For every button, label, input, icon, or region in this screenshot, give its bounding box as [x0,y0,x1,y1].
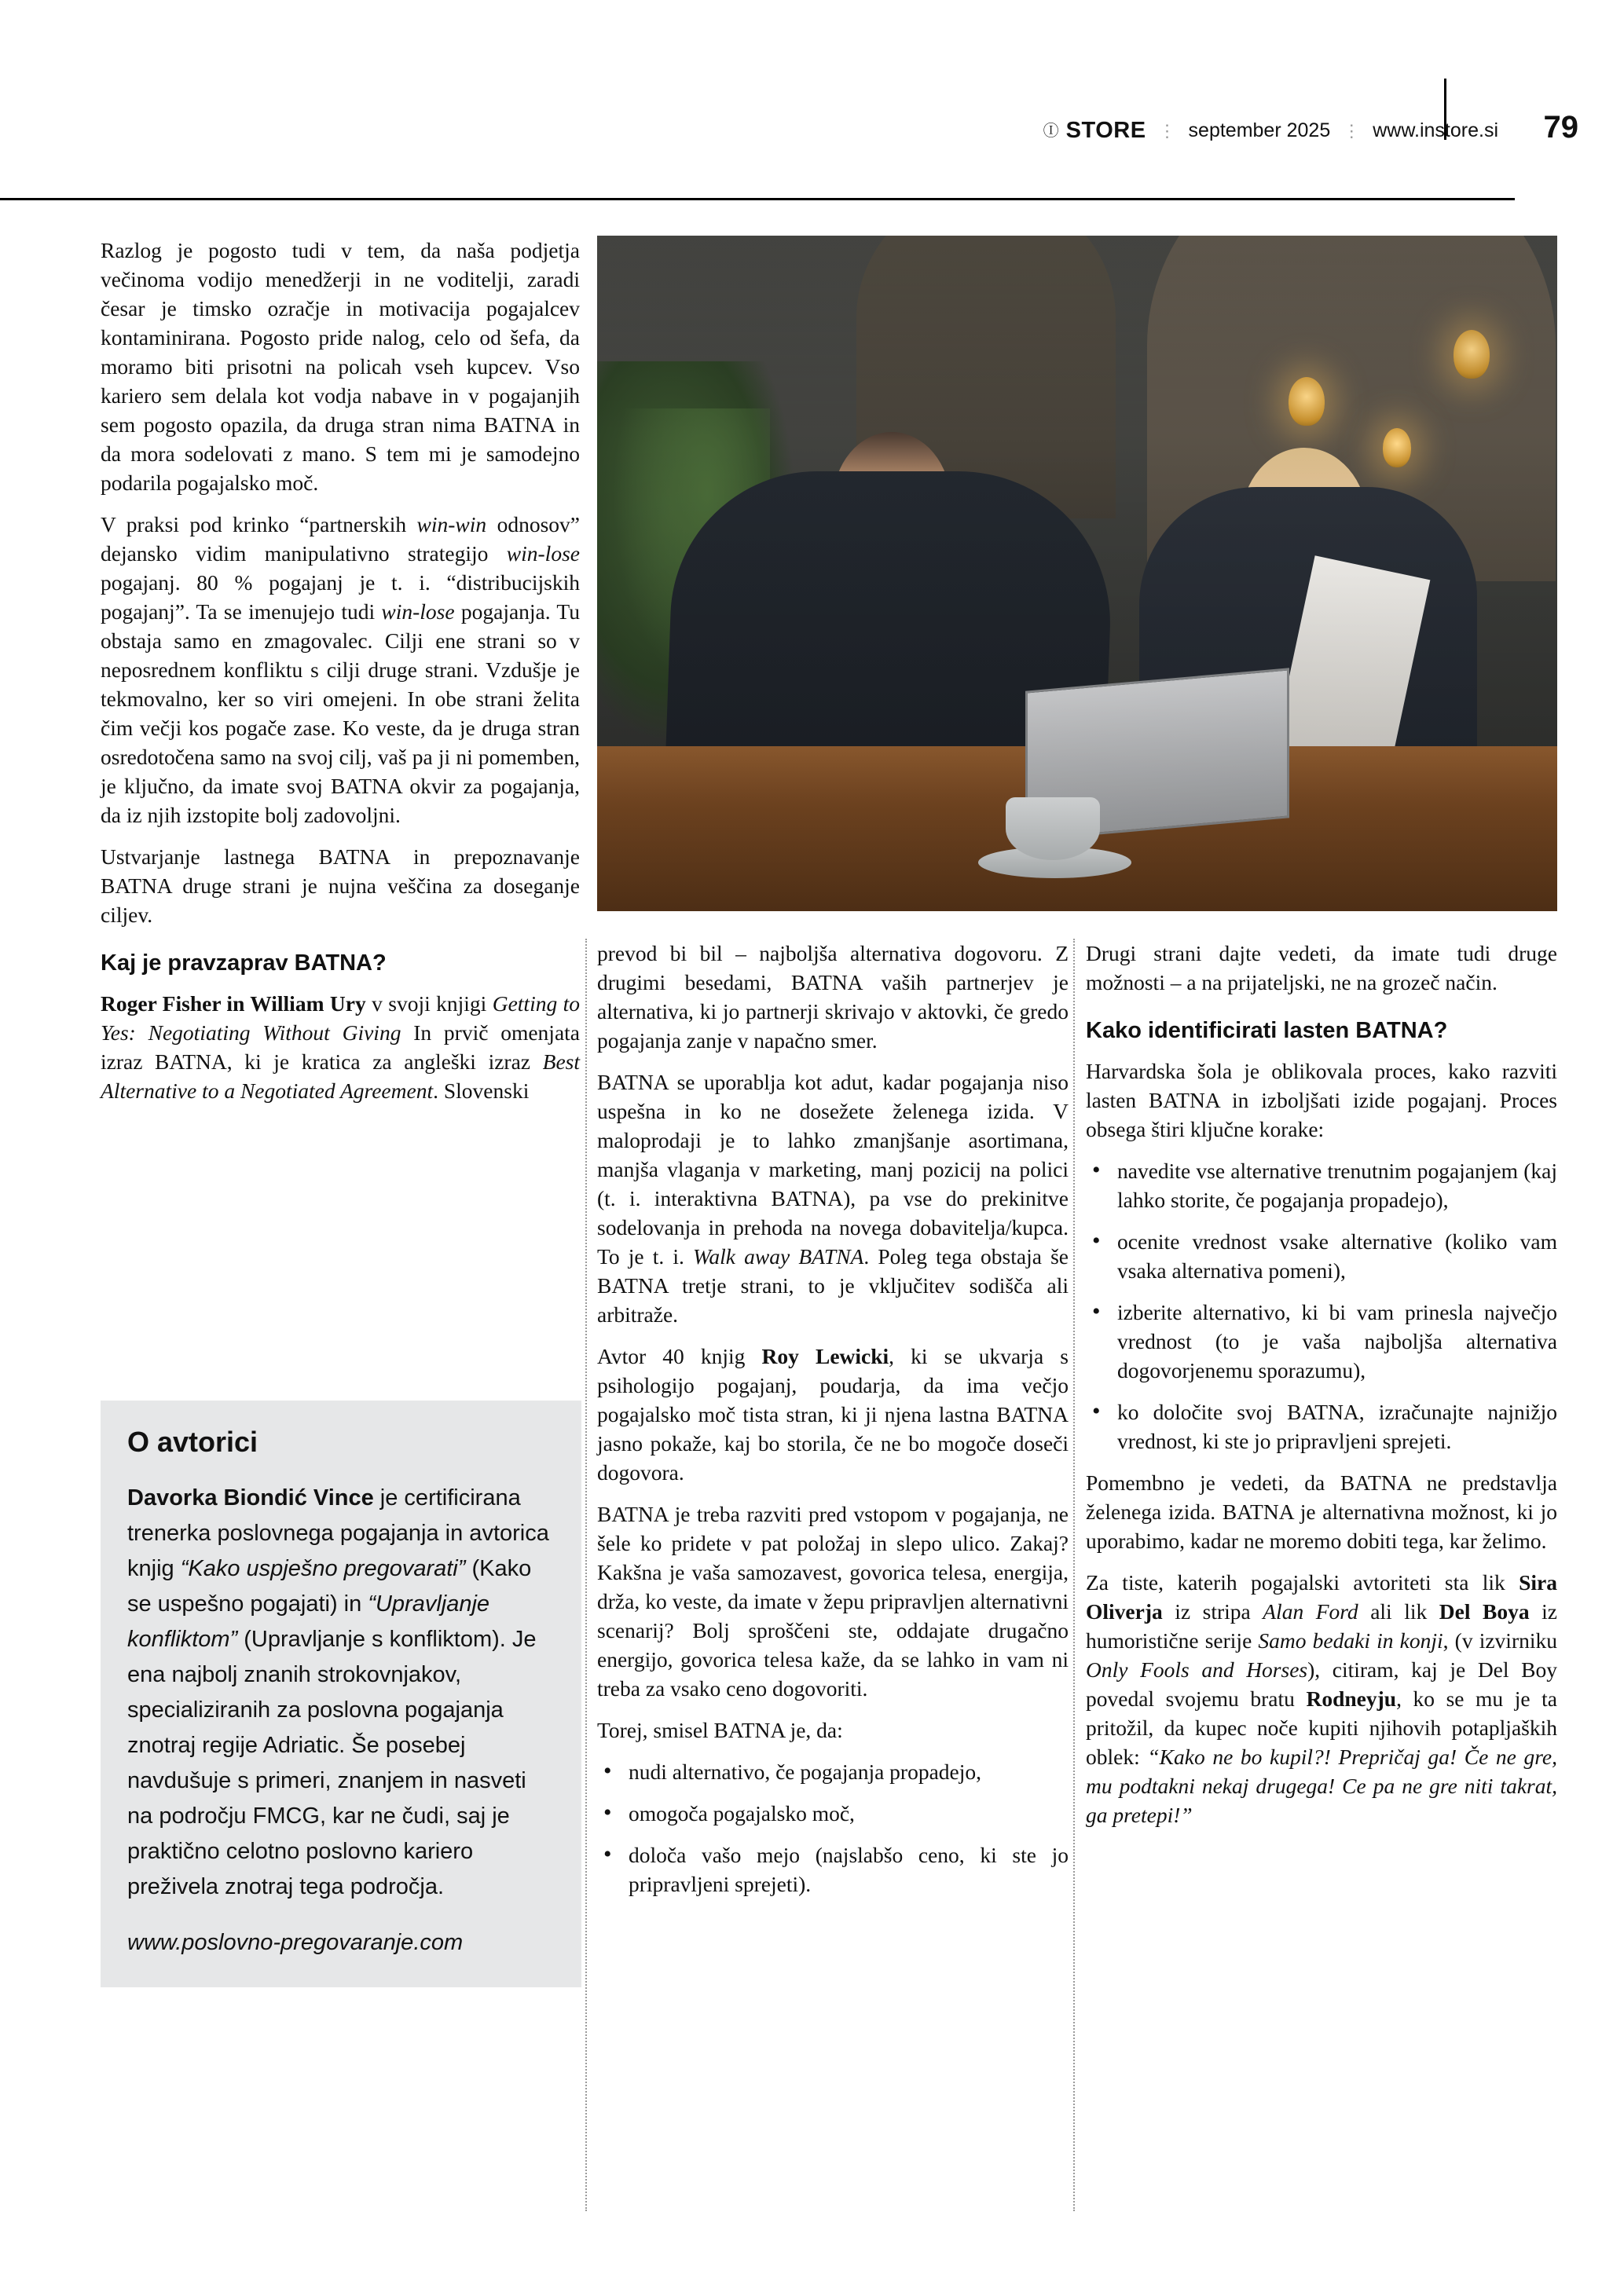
list-item: • določa vašo mejo (najslabšo ceno, ki ste jo pripravljeni sprejeti). [629,1840,1069,1899]
text-italic: Alan Ford [1263,1599,1358,1624]
author-website[interactable]: www.poslovno-pregovaranje.com [127,1930,464,1955]
article-column-2 [597,939,1069,1911]
paragraph: BATNA je treba razviti pred vstopom v pogajanja, ne šele ko pridete v pat položaj in slepo ulico. Zakaj? Kakšna je vaša samozavest, govorica telesa, energija, drža, ko veste, da imate v žepu pripravljen alternativni scenarij? Bolj sproščeni ste, oddajate drugačno energijo, govorica telesa kaže, da se lahko in vam ni treba za vsako ceno dogovoriti. [597,1502,1069,1701]
registered-icon: Ⓘ [1043,123,1060,140]
paragraph: Drugi strani dajte vedeti, da imate tudi druge možnosti – a na prijateljski, ne na grozeč način. [1086,941,1557,994]
separator-icon: ⋮ [1343,120,1361,141]
paragraph [1086,1568,1557,1829]
text-run: BATNA se uporablja kot adut, kadar pogajanja niso uspešna in ko ne dosežete želenega izida. V maloprodaji je to lahko zmanjšanje asortimana, manjša vlaganja v marketing, manj pozicij na polici (t. i. interaktivna BATNA), pa vse do prekinitve sodelovanja in prehoda na novega dobavitelja/kupca. To je t. i. [597,1070,1069,1269]
paragraph: Torej, smisel BATNA je, da: [597,1718,843,1742]
masthead-info [1043,118,1498,144]
paragraph: Ustvarjanje lastnega BATNA in prepoznavanje BATNA druge strani je nujna veščina za doseganje ciljev. [101,844,580,927]
author-name: Davorka Biondić Vince [127,1485,374,1511]
text-run: Za tiste, katerih pogajalski avtoriteti sta lik [1086,1570,1520,1595]
text-run: odnosov” dejansko vidim manipulativno strategijo [101,512,580,566]
book-title: “Kako uspješno pregovarati” [180,1556,466,1581]
text-bold: Roy Lewicki [761,1344,889,1368]
author-info-box [101,1401,581,1987]
text-run: . Slovenski [433,1078,530,1103]
text-run: (Kako se uspešno pogajati) in [127,1556,532,1617]
column-divider [585,939,588,2211]
paragraph: Razlog je pogosto tudi v tem, da naša podjetja večinoma vodijo menedžerji in ne voditelji, zaradi česar je timsko ozračje in motivacija pogajalcev kontaminirana. Pogosto pride nalog, celo od šefa, da moramo biti prisotni na policah vseh kupcev. Vso kariero sem delala kot vodja nabave in v pogajanjih sem pogosto opazila, da druga stran nima BATNA in da mora sodelovati z mano. S tem mi je samodejno podarila pogajalsko moč. [101,238,580,495]
author-bio [127,1481,555,1905]
text-italic: win-win [416,512,487,536]
book-title: “Upravljanje konfliktom” [127,1591,490,1652]
text-run: pogajanja. Tu obstaja samo en zmagovalec. Cilji ene strani so v neposrednem konfliktu s cilji druge strani. Vzdušje je tekmovalno, ker so viri omejeni. In obe strani želita čim večji kos pogače zase. Ko veste, da je druga stran osredotočena samo na svoj cilj, vaš pa ji ni pomemben, je ključno, da imate svoj BATNA okvir za pogajanja, da iz njih izstopite bolj zadovoljni. [101,599,580,827]
list-item: • nudi alternativo, če pogajanja propadejo, [629,1757,1069,1786]
header-rule [0,198,1515,200]
text-run: , ko se mu je ta pritožil, da kupec noče kupiti njihovih potapljaških oblek: [1086,1686,1558,1769]
text-run: iz stripa [1162,1599,1263,1624]
bullet-list [1086,1156,1557,1456]
photo-vignette [597,236,1557,911]
section-heading: Kako identificirati lasten BATNA? [1086,1018,1448,1043]
text-run: . Poleg tega obstaja še BATNA tretje strani, to je vključitev sodišča ali arbitraže. [597,1244,1069,1327]
text-bold: Roger Fisher in William Ury [101,991,366,1016]
paragraph: prevod bi bil – najboljša alternativa dogovoru. Z drugimi besedami, BATNA vaših partnerjev je alternativa, ki jo partnerji skrivajo v aktovki, če gredo pogajanja zanje v napačno smer. [597,941,1069,1053]
text-italic: Only Fools and Horses [1086,1657,1308,1682]
text-run: ), citiram, kaj je Del Boy povedal svojemu bratu [1086,1657,1557,1711]
text-run: ali lik [1358,1599,1439,1624]
text-bold: Del Boya [1439,1599,1530,1624]
page-number: 79 [1543,110,1578,145]
text-run: Avtor 40 knjig [597,1344,762,1368]
text-italic: “Kako ne bo kupil?! Prepričaj ga! Če ne gre, mu podtakni nekaj drugega! Ce pa ne gre niti takrat, ga pretepi!” [1086,1745,1557,1827]
column-divider [1073,939,1076,2211]
list-item: • izberite alternativo, ki bi vam prinesla največjo vrednost (to je vaša najboljša alternativa dogovorjenemu sporazumu), [1117,1298,1557,1385]
page-masthead [0,57,1624,145]
business-meeting-photo [597,236,1557,911]
text-run: (Upravljanje s konfliktom). Je ena najbolj znanih strokovnjakov, specializiranih za poslovna pogajanja znotraj regije Adriatic. Še posebej navdušuje s primeri, znanjem in nasveti na področju FMCG, kar ne čudi, saj je praktično celotno poslovno kariero preživela znotraj tega področja. [127,1627,537,1899]
paragraph [101,989,580,1105]
bullet-list [597,1757,1069,1899]
separator-icon: ⋮ [1158,120,1176,141]
text-bold: Rodneyju [1306,1686,1397,1711]
section-heading: Kaj je pravzaprav BATNA? [101,950,387,976]
text-bold: Sira Oliverja [1086,1570,1557,1624]
article-column-3 [1086,939,1557,1842]
list-item: • ocenite vrednost vsake alternative (koliko vam vsaka alternativa pomeni), [1117,1227,1557,1285]
list-item: • omogoča pogajalsko moč, [629,1799,1069,1828]
text-run: je certificirana trenerka poslovnega pogajanja in avtorica knjig [127,1485,549,1581]
text-italic: win-lose [506,541,580,566]
article-column-1 [101,236,580,1118]
text-run: pogajanj. 80 % pogajanj je t. i. “distribucijskih pogajanj”. Ta se imenujejo tudi [101,570,580,624]
paragraph [101,510,580,829]
text-italic: Best Alternative to a Negotiated Agreement [101,1049,580,1103]
paragraph: Pomembno je vedeti, da BATNA ne predstavlja želenega izida. BATNA je alternativna možnost, ki jo uporabimo, kadar ne moremo dobiti tega, kar želimo. [1086,1470,1557,1553]
text-italic: Walk away BATNA [693,1244,864,1269]
text-run: , (v izvirniku [1443,1628,1557,1653]
text-run: V praksi pod krinko “partnerskih [101,512,417,536]
logo-text: STORE [1065,118,1146,143]
text-italic: Samo bedaki in konji [1258,1628,1443,1653]
text-run: iz humoristične serije [1086,1599,1557,1653]
text-italic: win-lose [381,599,455,624]
website-url: www.instore.si [1373,119,1498,141]
issue-date: september 2025 [1188,119,1331,141]
text-run: , ki se ukvarja s psihologijo pogajanj, poudarja, da ima večjo pogajalsko moč tista stran, ki ji njena lastna BATNA jasno pokaže, kaj bo storila, če ne bo mogoče doseči dogovora. [597,1344,1069,1485]
list-item: • navedite vse alternative trenutnim pogajanjem (kaj lahko storite, če pogajanja propadejo), [1117,1156,1557,1214]
author-box-title: O avtorici [127,1426,258,1458]
text-run: In prvič omenjata izraz BATNA, ki je kratica za angleški izraz [101,1020,580,1074]
text-italic: Getting to Yes: Negotiating Without Giving [101,991,580,1045]
list-item: • ko določite svoj BATNA, izračunajte najnižjo vrednost, ki ste jo pripravljeni sprejeti. [1117,1397,1557,1456]
paragraph [597,1067,1069,1329]
paragraph: Harvardska šola je oblikovala proces, kako razviti lasten BATNA in izboljšati izide pogajanj. Proces obsega štiri ključne korake: [1086,1059,1557,1141]
text-run: v svoji knjigi [365,991,493,1016]
instore-logo [1043,118,1146,144]
paragraph [597,1342,1069,1487]
